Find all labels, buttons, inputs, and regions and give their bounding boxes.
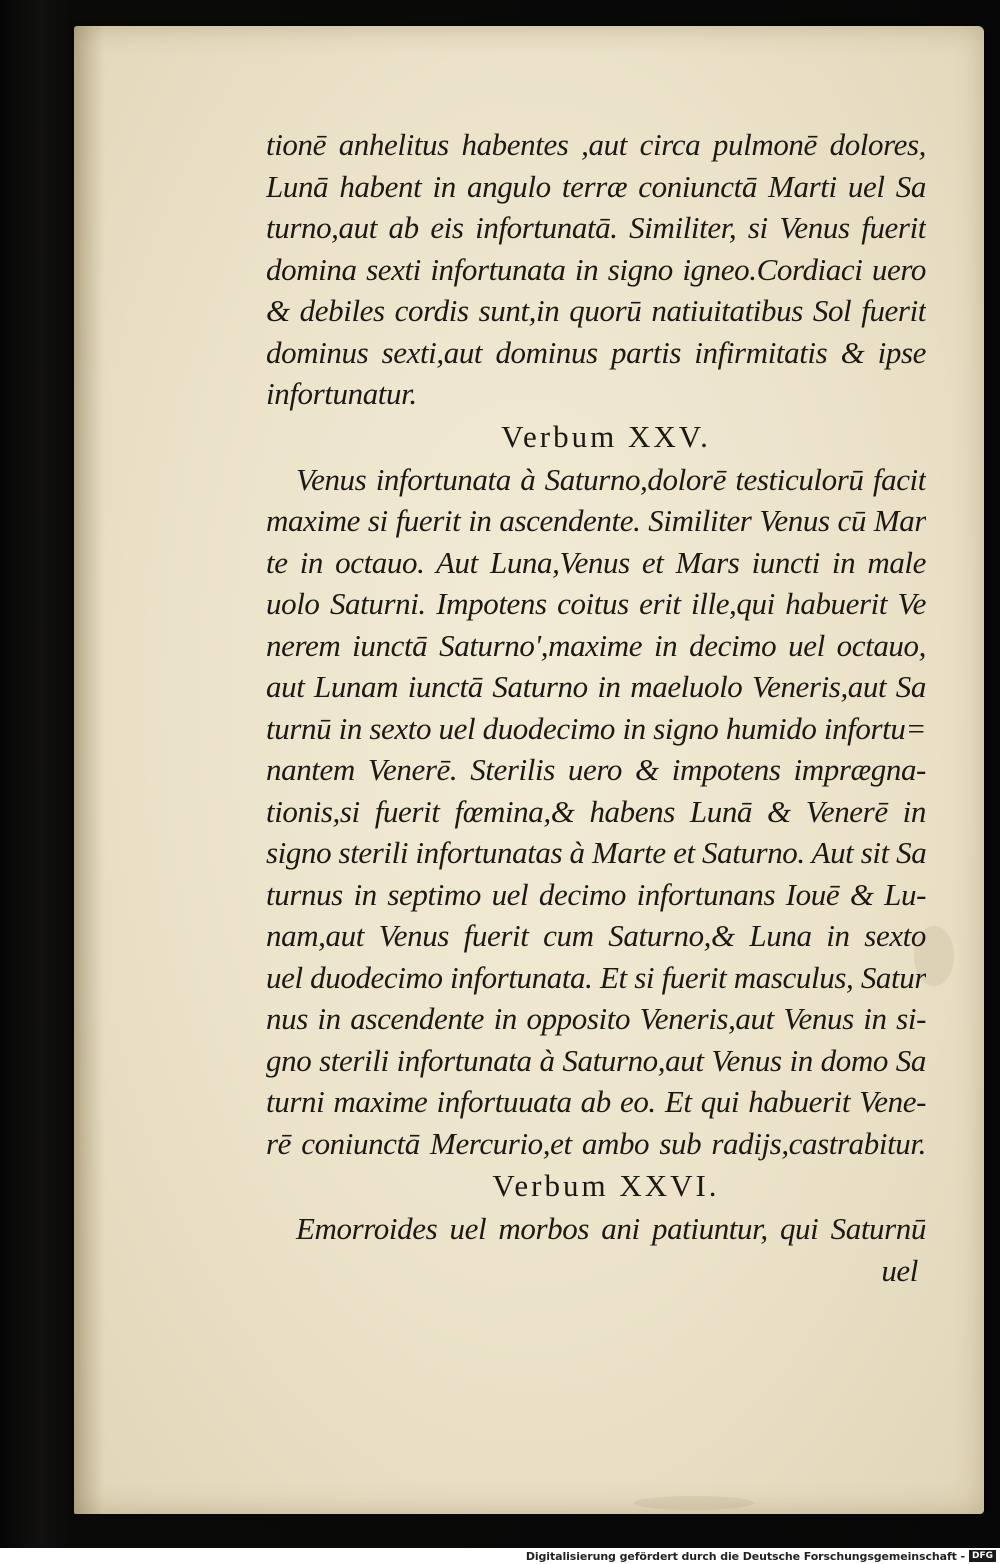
text-line: nerem iunctā Saturno',maxime in decimo uel octauo, xyxy=(266,627,926,663)
text-line: domina sexti infortunata in signo igneo.Cordiaci uero xyxy=(266,251,926,287)
funding-credit: Digitalisierung gefördert durch die Deutsche Forschungsgemeinschaft - xyxy=(525,1549,965,1563)
text-line: maxime si fuerit in ascendente. Similiter Venus cū Mar xyxy=(266,503,926,538)
book-page xyxy=(74,26,984,1514)
text-line: te in octauo. Aut Luna,Venus et Mars iuncti in male xyxy=(266,544,926,580)
text-line: dominus sexti,aut dominus partis infirmitatis & ipse xyxy=(266,334,926,370)
text-line: gno sterili infortunata à Saturno,aut Venus in domo Sa xyxy=(266,1042,926,1078)
text-line: aut Lunam iunctā Saturno in maeluolo Veneris,aut Sa xyxy=(266,669,926,704)
text-line: tionē anhelitus habentes ,aut circa pulmonē dolores, xyxy=(266,127,926,162)
page-stain xyxy=(634,1496,754,1510)
text-line: turni maxime infortuuata ab eo. Et qui habuerit Vene- xyxy=(266,1084,926,1119)
text-line: uel duodecimo infortunata. Et si fuerit masculus, Satur xyxy=(266,959,926,995)
text-line: Emorroides uel morbos ani patiuntur, qui Saturnū xyxy=(296,1211,926,1246)
text-line: uolo Saturni. Impotens coitus erit ille,qui habuerit Ve xyxy=(266,586,926,621)
dfg-logo: DFG xyxy=(969,1550,996,1562)
text-line: nus in ascendente in opposito Veneris,aut Venus in si- xyxy=(266,1001,926,1036)
text-line: Venus infortunata à Saturno,dolorē testiculorū facit xyxy=(296,461,926,497)
section-heading: Verbum XXV. xyxy=(501,418,711,454)
catchword: uel xyxy=(881,1252,918,1288)
text-line: nam,aut Venus fuerit cum Saturno,& Luna in sexto xyxy=(266,918,926,953)
text-line: turnus in septimo uel decimo infortunans Iouē & Lu- xyxy=(266,876,926,912)
digitization-footer xyxy=(0,1548,1000,1564)
text-line: rē coniunctā Mercurio,et ambo sub radijs,castrabitur. xyxy=(266,1125,926,1161)
section-heading: Verbum XXVI. xyxy=(492,1168,720,1203)
text-line: signo sterili infortunatas à Marte et Saturno. Aut sit Sa xyxy=(266,835,926,870)
text-line: turno,aut ab eis infortunatā. Similiter, si Venus fuerit xyxy=(266,210,926,245)
text-line: infortunatur. xyxy=(266,376,417,411)
text-line: nantem Venerē. Sterilis uero & impotens imprægna- xyxy=(266,752,926,787)
text-line: & debiles cordis sunt,in quorū natiuitatibus Sol fuerit xyxy=(266,293,926,328)
text-line: turnū in sexto uel duodecimo in signo humido infortu= xyxy=(266,710,926,746)
body-text xyxy=(266,124,926,1291)
text-line: tionis,si fuerit fœmina,& habens Lunā & Venerē in xyxy=(266,793,926,829)
text-line: Lunā habent in angulo terræ coniunctā Marti uel Sa xyxy=(266,168,926,204)
